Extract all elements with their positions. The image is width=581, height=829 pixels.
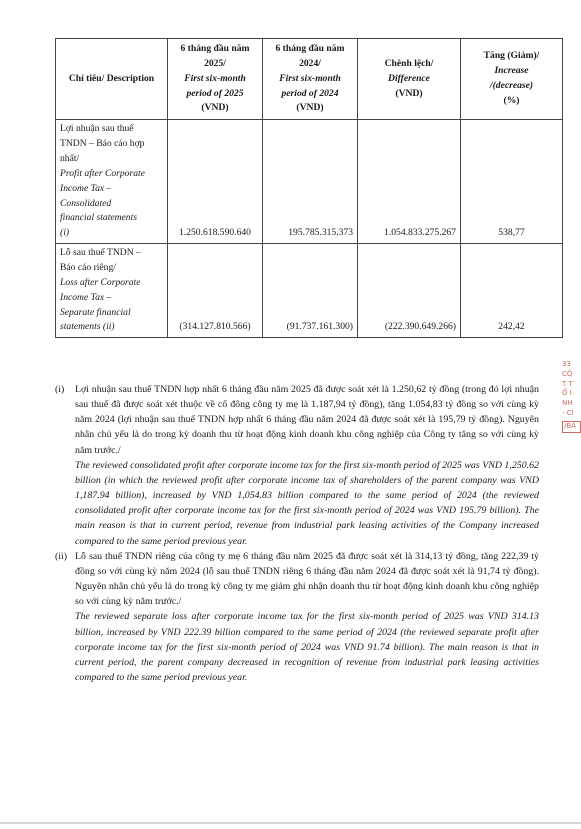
value-difference: 1.054.833.275.267 [358, 120, 461, 244]
header-increase-decrease: Tăng (Giảm)/ Increase /(decrease) (%) [461, 39, 563, 120]
header-description: Chỉ tiêu/ Description [56, 39, 168, 120]
value-2025: 1.250.618.590.640 [168, 120, 263, 244]
header-period-2024: 6 tháng đầu năm 2024/ First six-month period of 2024 (VND) [263, 39, 358, 120]
note-ii [55, 549, 539, 685]
table-row-separate-loss [56, 244, 563, 338]
note-english: The reviewed consolidated profit after corporate income tax for the first six-month period of 2025 was VND 1,250.62 billion (in which the reviewed profit after corporate income tax of shareholders of the parent company was VND 1,187.94 billion), increased by VND 1,054.83 billion compared to the same period of 2024 (the reviewed consolidated profit after corporate income tax for the first six-month period of 2024 was VND 195.79 billion). The main reason is that in current period, revenue from industrial park leasing activities of the Company increased compared to the same period previous year. [75, 459, 539, 547]
header-period-2025: 6 tháng đầu năm 2025/ First six-month period of 2025 (VND) [168, 39, 263, 120]
value-percent: 242,42 [461, 244, 563, 338]
page-bottom-divider [0, 822, 581, 824]
note-vietnamese: Lợi nhuận sau thuế TNDN hợp nhất 6 tháng đầu năm 2025 đã được soát xét là 1.250,62 tỷ đồng (trong đó lợi nhuận sau thuế đã được soát xét thuộc về cổ đông công ty mẹ là 1.187,94 tỷ đồng), tăng 1.054,83 tỷ đồng so với cùng kỳ năm 2024 (lợi nhuận sau thuế TNDN hợp nhất 6 tháng đầu năm 2024 đã được soát xét là 195,79 tỷ đồng). Nguyên nhân chủ yếu là do trong kỳ doanh thu từ hoạt động kinh doanh khu công nghiệp của Công ty tăng so với cùng kỳ năm trước./ [75, 384, 539, 456]
row-description: Lỗ sau thuế TNDN – Báo cáo riêng/ Loss after Corporate Income Tax – Separate financial statements (ii) [56, 244, 168, 338]
header-difference: Chênh lệch/ Difference (VND) [358, 39, 461, 120]
note-english: The reviewed separate loss after corporate income tax for the first six-month period of 2025 was VND 314.13 billion, increased by VND 222.39 billion compared to the same period of 2024 (the reviewed separate profit after corporate income tax for the first six-month period of 2024 was VND 91.74 billion). The main reason is that in current period, the parent company decreased in recognition of revenue from industrial park leasing activities compared to the same period previous year. [75, 611, 539, 683]
value-2024: 195.785.315.373 [263, 120, 358, 244]
value-2024: (91.737.161.300) [263, 244, 358, 338]
value-difference: (222.390.649.266) [358, 244, 461, 338]
note-vietnamese: Lỗ sau thuế TNDN riêng của công ty mẹ 6 tháng đầu năm 2025 đã được soát xét là 314,13 tỷ đồng, tăng 222,39 tỷ đồng so với cùng kỳ năm 2024 (lỗ sau thuế TNDN riêng 6 tháng đầu năm 2024 đã được soát xét là 91,74 tỷ đồng). Nguyên nhân chủ yếu là do trong kỳ công ty mẹ giảm ghi nhận doanh thu từ hoạt động kinh doanh khu công nghiệp so với cùng kỳ năm trước./ [75, 550, 539, 608]
financial-comparison-table [55, 38, 563, 338]
note-label: (ii) [55, 550, 68, 562]
note-i [55, 382, 539, 549]
table-header-row [56, 39, 563, 120]
company-stamp-partial: 33 CÔ T T Ổ Í NH - CÌ /BÀ [562, 360, 581, 460]
note-label: (i) [55, 384, 65, 395]
row-description: Lợi nhuận sau thuế TNDN – Báo cáo hợp nhất/ Profit after Corporate Income Tax – Consolidated financial statements (i) [56, 120, 168, 244]
value-percent: 538,77 [461, 120, 563, 244]
explanatory-notes [55, 382, 539, 685]
value-2025: (314.127.810.566) [168, 244, 263, 338]
table-row-consolidated-profit [56, 120, 563, 244]
